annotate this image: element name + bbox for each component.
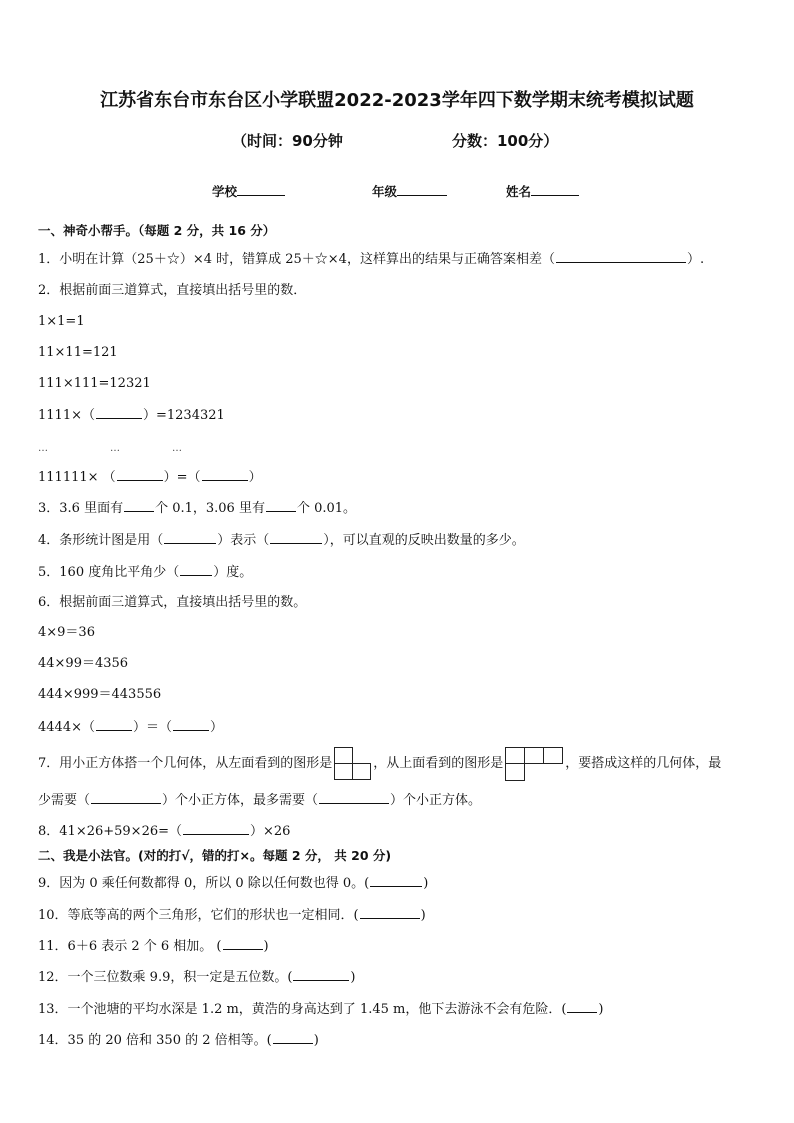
q6-equation-1: 4×9＝36 — [38, 625, 95, 640]
answer-blank-11[interactable] — [223, 937, 263, 950]
q2-ellipsis: … … … — [38, 443, 182, 454]
q6-equation-4: 4444×（ ）＝（ ） — [38, 720, 224, 735]
question-3: 3．3.6 里面有 个 0.1，3.06 里有 个 0.01。 — [38, 501, 357, 516]
section-2-heading: 二、我是小法官。(对的打√，错的打×。每题 2 分， 共 20 分) — [38, 848, 392, 863]
left-view-figure — [334, 747, 371, 781]
name-field[interactable] — [506, 182, 579, 200]
q2-equation-1: 1×1=1 — [38, 314, 85, 329]
question-8: 8．41×26+59×26=（ ）×26 — [38, 824, 291, 839]
question-6: 6．根据前面三道算式，直接填出括号里的数。 — [38, 595, 307, 610]
question-14: 14．35 的 20 倍和 350 的 2 倍相等。( ) — [38, 1033, 319, 1048]
answer-blank-13[interactable] — [567, 1000, 597, 1013]
school-field[interactable] — [212, 182, 285, 200]
question-1: 1．小明在计算（25＋☆）×4 时，错算成 25＋☆×4，这样算出的结果与正确答案相差（ ）. — [38, 252, 705, 267]
question-7: 7．用小正方体搭一个几何体，从左面看到的图形是 ，从上面看到的图形是 ，要搭成这样的几何体，最 — [38, 746, 721, 782]
q6-equation-2: 44×99＝4356 — [38, 656, 129, 671]
question-5: 5．160 度角比平角少（ ）度。 — [38, 565, 253, 580]
q2-equation-6: 111111× （ ）=（ ） — [38, 470, 262, 485]
section-1-heading: 一、神奇小帮手。（每题 2 分，共 16 分） — [38, 223, 276, 238]
q2-equation-4: 1111×（ ）=1234321 — [38, 408, 225, 423]
answer-blank-5[interactable] — [180, 563, 212, 576]
question-4: 4．条形统计图是用（ ）表示（ ），可以直观的反映出数量的多少。 — [38, 533, 525, 548]
q2-equation-3: 111×111=12321 — [38, 376, 151, 391]
question-10: 10．等底等高的两个三角形，它们的形状也一定相同．( ) — [38, 908, 426, 923]
answer-blank-2b[interactable] — [117, 468, 163, 481]
exam-time: （时间：90分钟 — [232, 132, 343, 150]
answer-blank-3a[interactable] — [124, 499, 154, 512]
answer-blank-2c[interactable] — [202, 468, 248, 481]
question-2: 2．根据前面三道算式，直接填出括号里的数． — [38, 283, 307, 298]
school-label: 学校 — [212, 184, 238, 199]
q6-equation-3: 444×999＝443556 — [38, 687, 162, 702]
answer-blank-14[interactable] — [273, 1031, 313, 1044]
answer-blank-12[interactable] — [293, 968, 349, 981]
question-11: 11．6＋6 表示 2 个 6 相加。 ( ) — [38, 939, 269, 954]
answer-blank-6a[interactable] — [96, 718, 132, 731]
top-view-figure — [505, 747, 563, 781]
answer-blank-1[interactable] — [556, 250, 686, 263]
answer-blank-8[interactable] — [183, 822, 249, 835]
answer-blank-7a[interactable] — [91, 791, 161, 804]
exam-score: 分数：100分） — [452, 132, 559, 150]
answer-blank-6b[interactable] — [173, 718, 209, 731]
answer-blank-3b[interactable] — [266, 499, 296, 512]
question-9: 9．因为 0 乘任何数都得 0，所以 0 除以任何数也得 0。( ) — [38, 876, 429, 891]
answer-blank-4b[interactable] — [270, 531, 322, 544]
question-12: 12．一个三位数乘 9.9，积一定是五位数。( ) — [38, 970, 356, 985]
question-7-cont: 少需要（ ）个小正方体，最多需要（ ）个小正方体。 — [38, 793, 482, 808]
answer-blank-10[interactable] — [360, 906, 420, 919]
name-label: 姓名 — [506, 184, 532, 199]
answer-blank-9[interactable] — [370, 874, 422, 887]
grade-label: 年级 — [372, 184, 398, 199]
question-13: 13．一个池塘的平均水深是 1.2 m，黄浩的身高达到了 1.45 m，他下去游泳不会有危险．( ) — [38, 1002, 604, 1017]
q2-equation-2: 11×11=121 — [38, 345, 118, 360]
answer-blank-2a[interactable] — [96, 406, 142, 419]
page-title: 江苏省东台市东台区小学联盟2022-2023学年四下数学期末统考模拟试题 — [100, 90, 694, 111]
grade-field[interactable] — [372, 182, 447, 200]
answer-blank-4a[interactable] — [164, 531, 216, 544]
answer-blank-7b[interactable] — [319, 791, 389, 804]
